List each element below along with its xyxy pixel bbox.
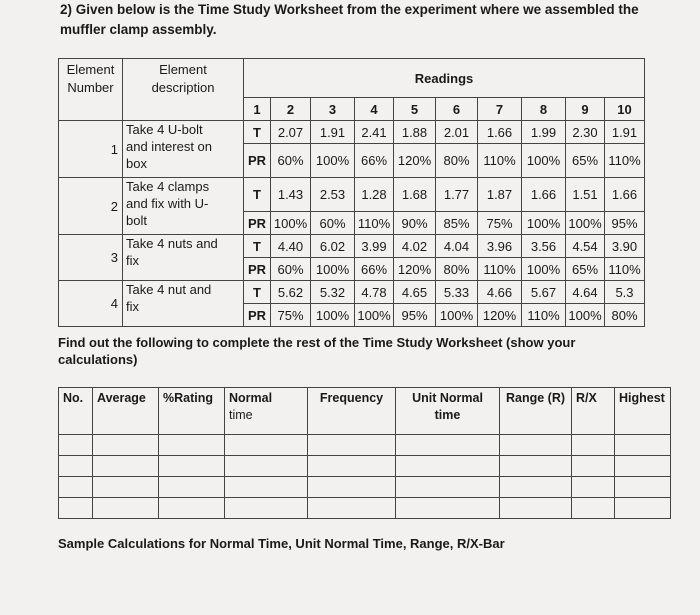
calc-cell[interactable] xyxy=(572,498,615,519)
element-description xyxy=(123,178,244,235)
time-reading: 3.99 xyxy=(355,235,394,258)
pr-label: PR xyxy=(244,144,271,178)
time-reading: 1.66 xyxy=(605,178,645,212)
calc-cell[interactable] xyxy=(225,477,308,498)
performance-rating: 60% xyxy=(271,258,311,281)
calc-cell[interactable] xyxy=(225,498,308,519)
element-description xyxy=(123,235,244,281)
time-reading: 1.88 xyxy=(394,121,436,144)
performance-rating: 75% xyxy=(478,212,522,235)
time-reading: 5.62 xyxy=(271,281,311,304)
performance-rating: 100% xyxy=(522,258,566,281)
t-label: T xyxy=(244,121,271,144)
calc-cell[interactable] xyxy=(159,498,225,519)
element-row-t xyxy=(59,178,645,212)
description-line: Take 4 nuts and xyxy=(126,236,218,251)
calc-cell[interactable] xyxy=(59,456,93,477)
calc-cell[interactable] xyxy=(396,477,500,498)
time-reading: 3.96 xyxy=(478,235,522,258)
time-reading: 3.56 xyxy=(522,235,566,258)
performance-rating: 100% xyxy=(436,304,478,327)
performance-rating: 80% xyxy=(605,304,645,327)
time-reading: 1.91 xyxy=(605,121,645,144)
time-reading: 2.07 xyxy=(271,121,311,144)
question-heading xyxy=(60,0,660,40)
time-reading: 4.65 xyxy=(394,281,436,304)
performance-rating: 90% xyxy=(394,212,436,235)
time-reading: 2.30 xyxy=(566,121,605,144)
calc-cell[interactable] xyxy=(93,435,159,456)
performance-rating: 75% xyxy=(271,304,311,327)
calc-body xyxy=(59,435,671,519)
performance-rating: 100% xyxy=(311,304,355,327)
performance-rating: 85% xyxy=(436,212,478,235)
calc-cell[interactable] xyxy=(572,435,615,456)
performance-rating: 100% xyxy=(311,258,355,281)
reading-number: 2 xyxy=(271,98,311,121)
time-reading: 1.99 xyxy=(522,121,566,144)
calc-header-rating: %Rating xyxy=(159,388,225,435)
time-reading: 4.78 xyxy=(355,281,394,304)
calc-cell[interactable] xyxy=(159,477,225,498)
time-reading: 5.32 xyxy=(311,281,355,304)
calc-header-average: Average xyxy=(93,388,159,435)
t-label: T xyxy=(244,235,271,258)
time-reading: 1.77 xyxy=(436,178,478,212)
performance-rating: 100% xyxy=(355,304,394,327)
element-description xyxy=(123,121,244,178)
calc-header-normal-time: Normal time xyxy=(225,388,308,435)
calc-header-frequency: Frequency xyxy=(308,388,396,435)
find-line-2: calculations) xyxy=(58,352,138,367)
time-reading: 1.66 xyxy=(478,121,522,144)
calc-cell[interactable] xyxy=(308,435,396,456)
calc-cell[interactable] xyxy=(572,477,615,498)
calc-cell[interactable] xyxy=(93,498,159,519)
time-reading: 1.43 xyxy=(271,178,311,212)
performance-rating: 120% xyxy=(394,144,436,178)
calc-cell[interactable] xyxy=(500,498,572,519)
calc-cell[interactable] xyxy=(159,456,225,477)
element-row-t xyxy=(59,121,645,144)
performance-rating: 110% xyxy=(478,258,522,281)
calc-cell[interactable] xyxy=(500,477,572,498)
element-number: 1 xyxy=(59,121,123,178)
performance-rating: 66% xyxy=(355,144,394,178)
calc-header-highest: Highest xyxy=(615,388,671,435)
header-element-number: Element Number xyxy=(59,59,123,121)
reading-number: 4 xyxy=(355,98,394,121)
time-reading: 5.67 xyxy=(522,281,566,304)
description-line: and fix with U- xyxy=(126,196,209,211)
performance-rating: 95% xyxy=(605,212,645,235)
reading-number: 1 xyxy=(244,98,271,121)
calc-cell[interactable] xyxy=(615,435,671,456)
description-line: fix xyxy=(126,253,139,268)
calc-cell[interactable] xyxy=(59,435,93,456)
performance-rating: 120% xyxy=(478,304,522,327)
calc-cell[interactable] xyxy=(396,498,500,519)
description-line: box xyxy=(126,156,147,171)
t-label: T xyxy=(244,178,271,212)
performance-rating: 66% xyxy=(355,258,394,281)
pr-label: PR xyxy=(244,258,271,281)
time-reading: 1.91 xyxy=(311,121,355,144)
description-line: and interest on xyxy=(126,139,213,154)
time-reading: 4.02 xyxy=(394,235,436,258)
calc-cell[interactable] xyxy=(93,456,159,477)
calc-cell[interactable] xyxy=(396,435,500,456)
time-reading: 1.28 xyxy=(355,178,394,212)
performance-rating: 110% xyxy=(605,258,645,281)
calc-row xyxy=(59,498,671,519)
calc-cell[interactable] xyxy=(500,456,572,477)
time-reading: 5.3 xyxy=(605,281,645,304)
performance-rating: 60% xyxy=(311,212,355,235)
description-line: Take 4 clamps xyxy=(126,179,210,194)
reading-number: 9 xyxy=(566,98,605,121)
time-reading: 4.54 xyxy=(566,235,605,258)
time-reading: 2.53 xyxy=(311,178,355,212)
time-reading: 4.66 xyxy=(478,281,522,304)
time-reading: 2.41 xyxy=(355,121,394,144)
pr-label: PR xyxy=(244,212,271,235)
time-reading: 1.87 xyxy=(478,178,522,212)
performance-rating: 100% xyxy=(566,212,605,235)
time-study-table xyxy=(58,58,645,327)
time-reading: 6.02 xyxy=(311,235,355,258)
description-line: fix xyxy=(126,299,139,314)
time-reading: 4.64 xyxy=(566,281,605,304)
time-reading: 4.40 xyxy=(271,235,311,258)
performance-rating: 65% xyxy=(566,144,605,178)
element-number: 3 xyxy=(59,235,123,281)
calc-cell[interactable] xyxy=(396,456,500,477)
reading-number: 5 xyxy=(394,98,436,121)
calc-cell[interactable] xyxy=(59,477,93,498)
reading-number: 10 xyxy=(605,98,645,121)
reading-number: 8 xyxy=(522,98,566,121)
calc-header-unit-normal-time: Unit Normal time xyxy=(396,388,500,435)
calc-header-rx: R/X xyxy=(572,388,615,435)
reading-number: 3 xyxy=(311,98,355,121)
question-line-1: 2) Given below is the Time Study Worksheet from the experiment where we assembled the xyxy=(60,2,639,17)
header-element-description: Element description xyxy=(123,59,244,121)
calc-cell[interactable] xyxy=(308,456,396,477)
question-line-2: muffler clamp assembly. xyxy=(60,22,217,37)
time-reading: 2.01 xyxy=(436,121,478,144)
calc-cell[interactable] xyxy=(615,477,671,498)
performance-rating: 95% xyxy=(394,304,436,327)
time-reading: 4.04 xyxy=(436,235,478,258)
element-row-t xyxy=(59,235,645,258)
calculation-table xyxy=(58,387,671,519)
time-reading: 1.66 xyxy=(522,178,566,212)
time-reading: 5.33 xyxy=(436,281,478,304)
element-number: 4 xyxy=(59,281,123,327)
element-number: 2 xyxy=(59,178,123,235)
calc-cell[interactable] xyxy=(615,456,671,477)
performance-rating: 110% xyxy=(355,212,394,235)
time-reading: 3.90 xyxy=(605,235,645,258)
element-description xyxy=(123,281,244,327)
calc-header-no: No. xyxy=(59,388,93,435)
reading-number: 6 xyxy=(436,98,478,121)
calc-cell[interactable] xyxy=(308,498,396,519)
performance-rating: 110% xyxy=(478,144,522,178)
find-line-1: Find out the following to complete the rest of the Time Study Worksheet (show your xyxy=(58,335,576,350)
calc-cell[interactable] xyxy=(225,456,308,477)
performance-rating: 60% xyxy=(271,144,311,178)
performance-rating: 65% xyxy=(566,258,605,281)
time-reading: 1.68 xyxy=(394,178,436,212)
calc-cell[interactable] xyxy=(93,477,159,498)
description-line: Take 4 U-bolt xyxy=(126,122,203,137)
performance-rating: 100% xyxy=(522,212,566,235)
pr-label: PR xyxy=(244,304,271,327)
performance-rating: 100% xyxy=(271,212,311,235)
calc-row xyxy=(59,477,671,498)
calc-cell[interactable] xyxy=(308,477,396,498)
performance-rating: 100% xyxy=(311,144,355,178)
calc-row xyxy=(59,435,671,456)
sample-calculations-label: Sample Calculations for Normal Time, Unit Normal Time, Range, R/X-Bar xyxy=(58,536,505,551)
calc-cell[interactable] xyxy=(500,435,572,456)
element-row-t xyxy=(59,281,645,304)
time-study-body xyxy=(59,121,645,327)
performance-rating: 100% xyxy=(566,304,605,327)
calc-cell[interactable] xyxy=(572,456,615,477)
performance-rating: 120% xyxy=(394,258,436,281)
calc-cell[interactable] xyxy=(159,435,225,456)
t-label: T xyxy=(244,281,271,304)
calc-cell[interactable] xyxy=(225,435,308,456)
calc-cell[interactable] xyxy=(615,498,671,519)
description-line: bolt xyxy=(126,213,147,228)
time-reading: 1.51 xyxy=(566,178,605,212)
header-readings: Readings xyxy=(244,59,645,98)
calc-row xyxy=(59,456,671,477)
performance-rating: 110% xyxy=(605,144,645,178)
description-line: Take 4 nut and xyxy=(126,282,212,297)
reading-number: 7 xyxy=(478,98,522,121)
performance-rating: 110% xyxy=(522,304,566,327)
performance-rating: 100% xyxy=(522,144,566,178)
calc-header-range: Range (R) xyxy=(500,388,572,435)
performance-rating: 80% xyxy=(436,144,478,178)
performance-rating: 80% xyxy=(436,258,478,281)
calc-cell[interactable] xyxy=(59,498,93,519)
find-instructions xyxy=(58,334,598,368)
